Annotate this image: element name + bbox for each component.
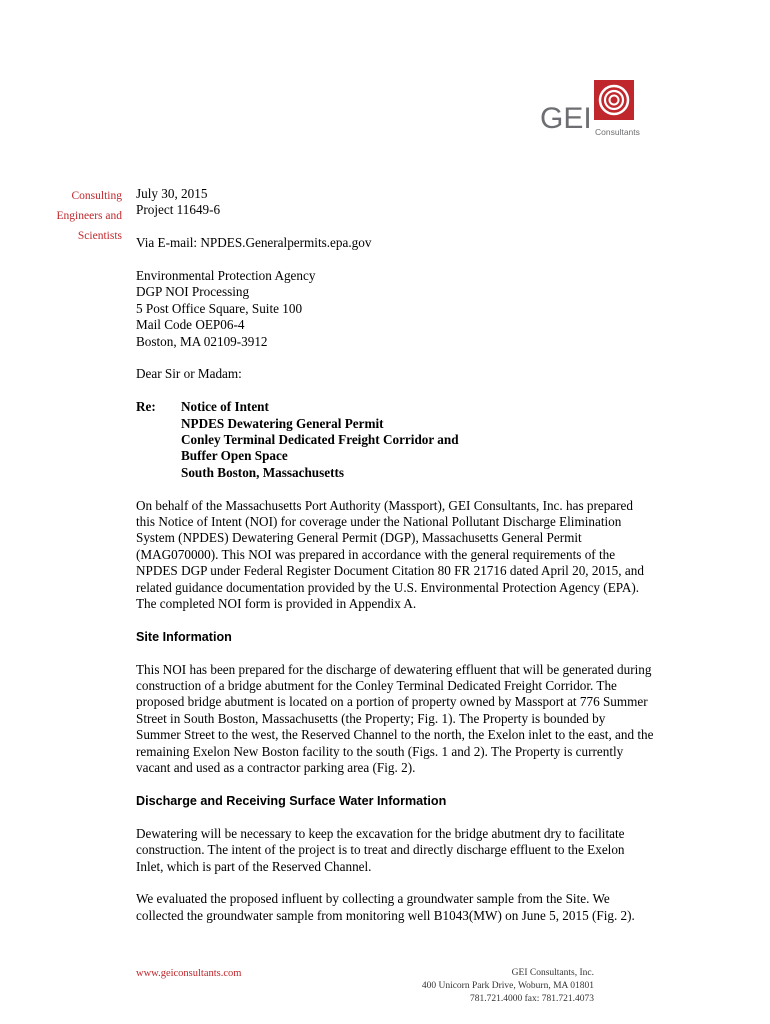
subject-line: NPDES Dewatering General Permit — [181, 415, 384, 431]
letter-body — [136, 186, 696, 924]
tagline-line: Consulting — [71, 190, 122, 202]
footer-address — [422, 967, 594, 1006]
tagline-line: Engineers and — [56, 210, 122, 222]
address-line: 5 Post Office Square, Suite 100 — [136, 300, 303, 316]
site-information-paragraph — [136, 662, 696, 777]
via-email: Via E-mail: NPDES.Generalpermits.epa.gov — [136, 235, 372, 251]
address-line: Mail Code OEP06-4 — [136, 317, 245, 333]
paragraph-line: NPDES DGP under Federal Register Document Citation 80 FR 21716 dated April 20, 2015, and — [136, 563, 644, 579]
footer-phone: 781.721.4000 fax: 781.721.4073 — [469, 994, 594, 1004]
gei-logo-mark-icon — [594, 80, 634, 120]
re-label: Re: — [136, 399, 156, 415]
paragraph-line: This NOI has been prepared for the discharge of dewatering effluent that will be generated during — [136, 661, 652, 677]
paragraph-line: (MAG070000). This NOI was prepared in accordance with the general requirements of the — [136, 546, 616, 562]
discharge-paragraph-1 — [136, 826, 696, 875]
paragraph-line: Dewatering will be necessary to keep the excavation for the bridge abutment dry to facilitate — [136, 825, 625, 841]
section-heading-site-information: Site Information — [136, 629, 232, 644]
address-line: Environmental Protection Agency — [136, 268, 316, 283]
paragraph-line: proposed bridge abutment is located on a portion of property owned by Massport at 776 Summer — [136, 694, 648, 710]
subject-line: Notice of Intent — [181, 399, 269, 415]
discharge-paragraph-2 — [136, 891, 696, 924]
paragraph-line: remaining Exelon New Boston facility to the south (Figs. 1 and 2). The Property is currently — [136, 743, 624, 759]
logo-name: GEI — [540, 102, 592, 135]
logo-subtitle: Consultants — [595, 127, 640, 137]
paragraph-line: construction of a bridge abutment for the Conley Terminal Dedicated Freight Corridor. The — [136, 678, 617, 694]
subject-line: South Boston, Massachusetts — [181, 464, 345, 480]
project-number: Project 11649-6 — [136, 202, 221, 218]
letter-date: July 30, 2015 — [136, 186, 208, 201]
gei-logo — [540, 80, 650, 140]
paragraph-line: We evaluated the proposed influent by collecting a groundwater sample from the Site. We — [136, 891, 610, 907]
subject-line: Buffer Open Space — [181, 448, 288, 464]
subject-block — [136, 399, 696, 481]
paragraph-line: vacant and used as a contractor parking area (Fig. 2). — [136, 760, 416, 776]
paragraph-line: construction. The intent of the project is to treat and directly discharge effluent to the Exelon — [136, 842, 625, 858]
paragraph-line: System (NPDES) Dewatering General Permit (DGP), Massachusetts General Permit — [136, 530, 582, 546]
paragraph-line: this Notice of Intent (NOI) for coverage under the National Pollutant Discharge Elimination — [136, 514, 622, 530]
paragraph-line: Street in South Boston, Massachusetts (the Property; Fig. 1). The Property is bounded by — [136, 710, 606, 726]
section-heading-discharge: Discharge and Receiving Surface Water Information — [136, 793, 447, 808]
footer-street: 400 Unicorn Park Drive, Woburn, MA 01801 — [421, 981, 594, 991]
salutation: Dear Sir or Madam: — [136, 366, 242, 382]
paragraph-line: related guidance documentation provided by the U.S. Environmental Protection Agency (EPA). — [136, 579, 640, 595]
address-line: Boston, MA 02109-3912 — [136, 333, 268, 349]
paragraph-line: Inlet, which is part of the Reserved Channel. — [136, 858, 372, 874]
subject-line: Conley Terminal Dedicated Freight Corridor and — [181, 432, 459, 448]
paragraph-line: Summer Street to the west, the Reserved Channel to the north, the Exelon inlet to the east, and the — [136, 727, 654, 743]
footer-website-link[interactable]: www.geiconsultants.com — [136, 968, 242, 979]
recipient-address — [136, 268, 696, 350]
address-line: DGP NOI Processing — [136, 284, 250, 300]
intro-paragraph — [136, 498, 696, 613]
paragraph-line: On behalf of the Massachusetts Port Authority (Massport), GEI Consultants, Inc. has prepared — [136, 497, 633, 513]
company-tagline — [40, 186, 122, 246]
paragraph-line: The completed NOI form is provided in Appendix A. — [136, 596, 417, 612]
footer-company: GEI Consultants, Inc. — [511, 968, 594, 978]
paragraph-line: collected the groundwater sample from monitoring well B1043(MW) on June 5, 2015 (Fig. 2). — [136, 907, 635, 923]
tagline-line: Scientists — [77, 230, 122, 242]
